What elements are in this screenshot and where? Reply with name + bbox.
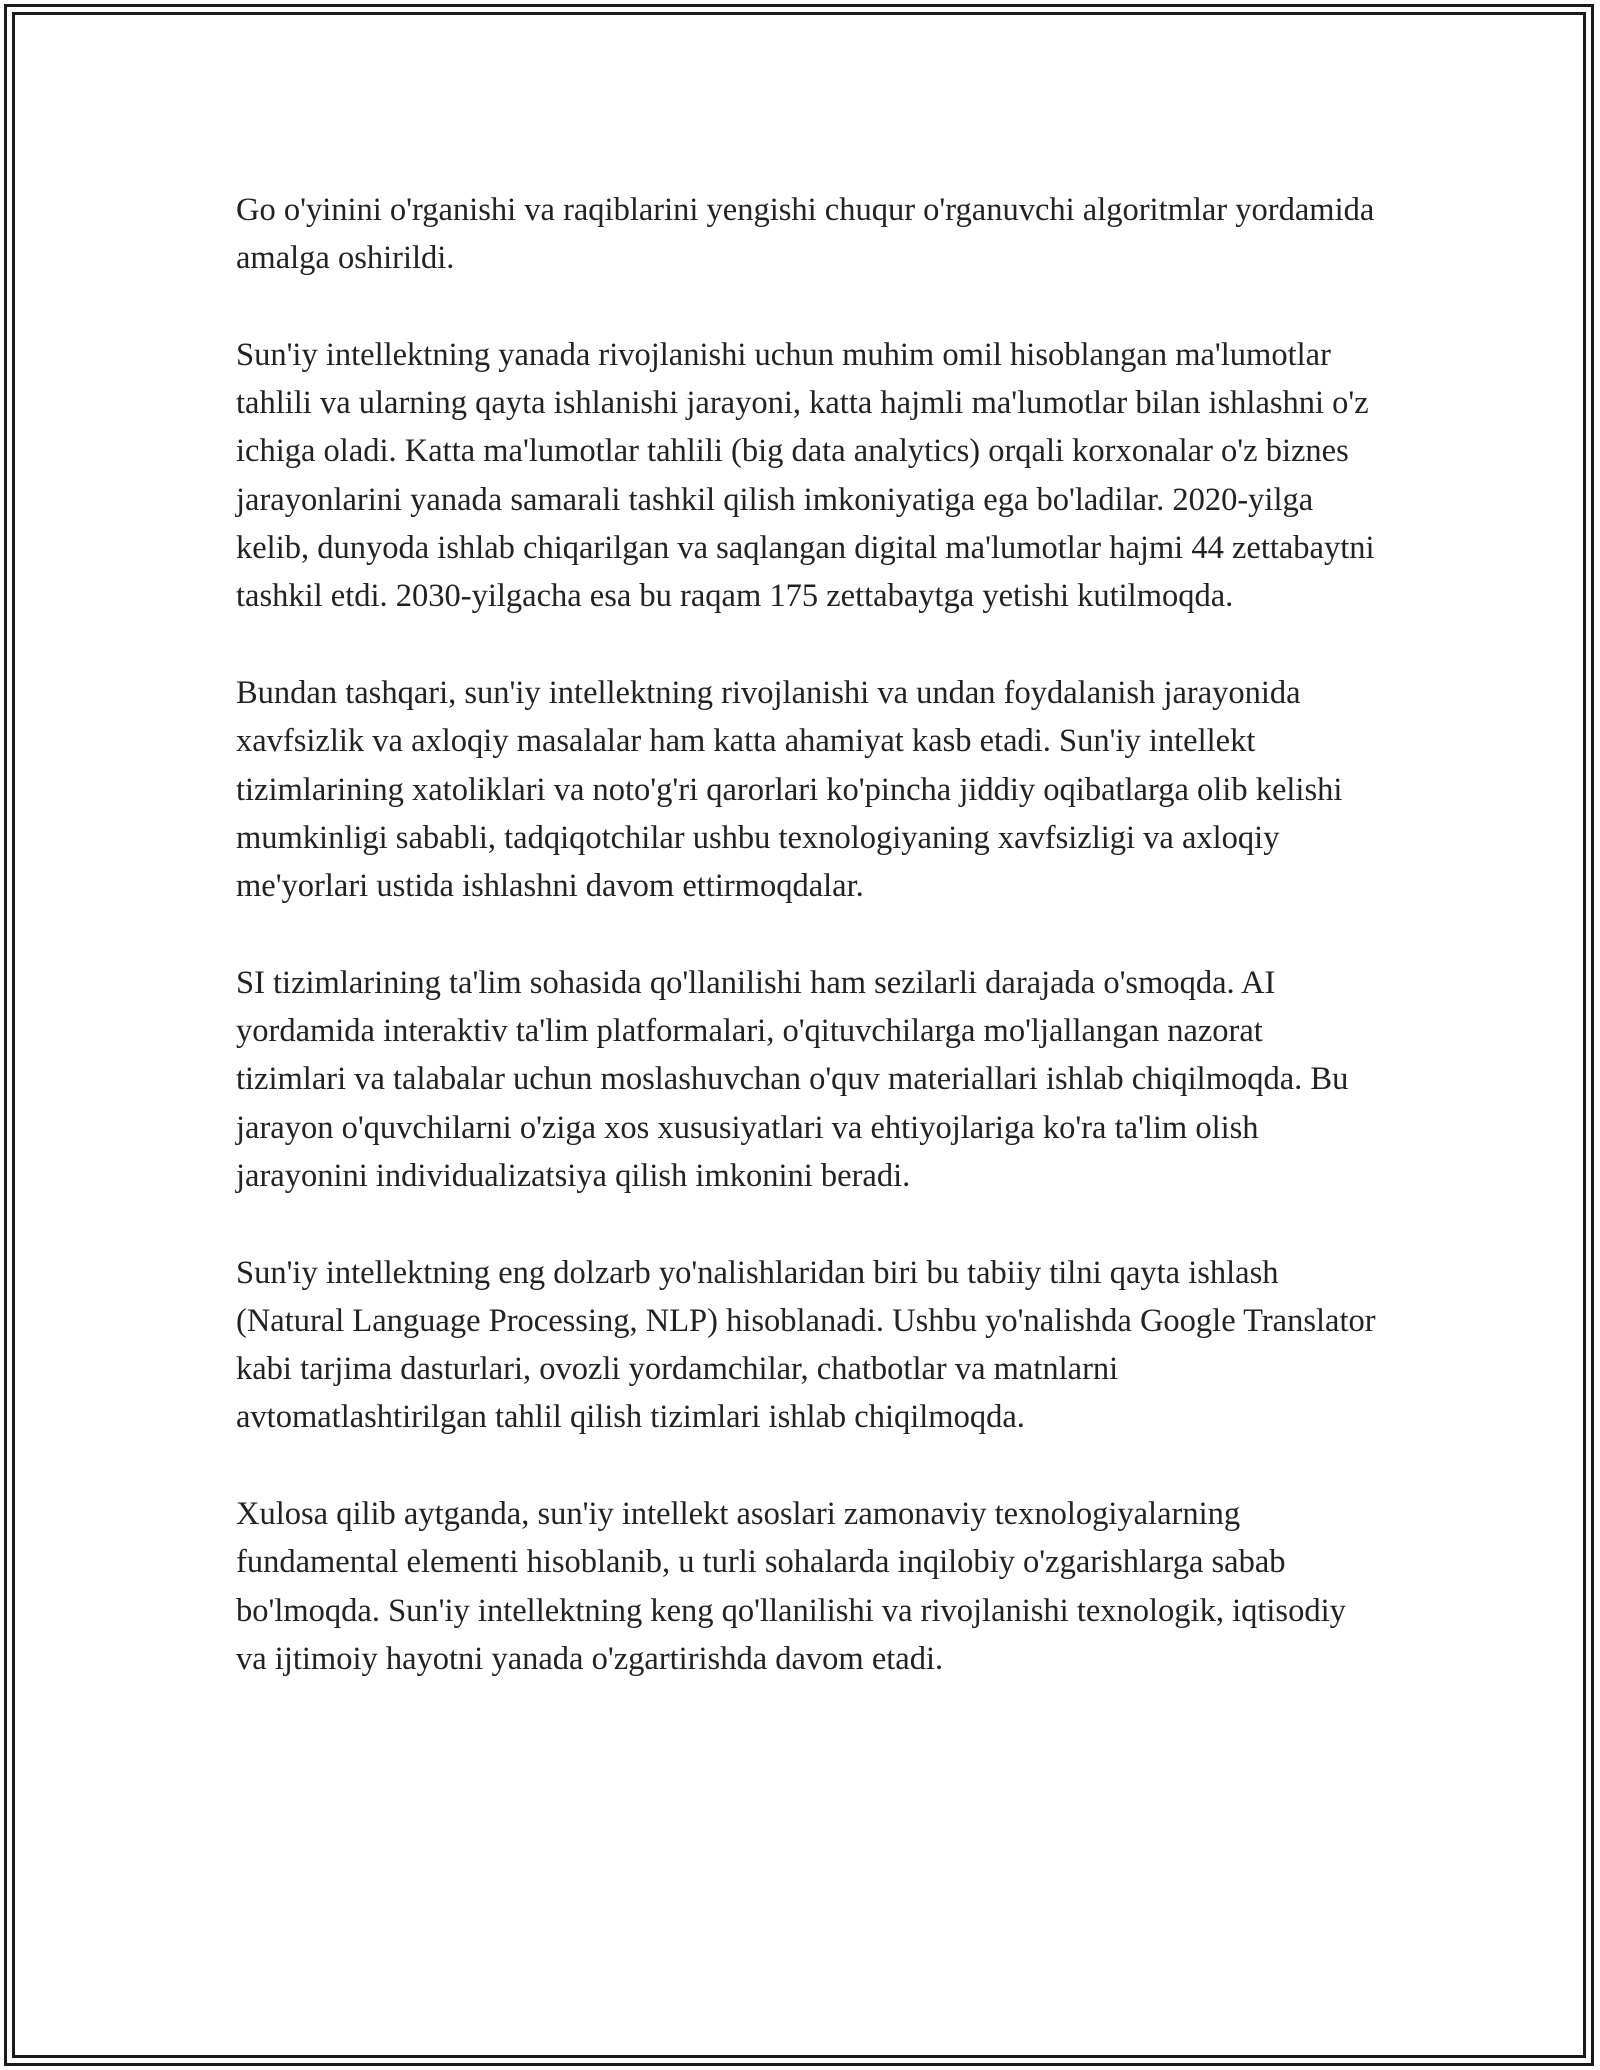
paragraph-big-data: Sun'iy intellektning yanada rivojlanishi uchun muhim omil hisoblangan ma'lumotlar tahlili va ularning qayta ishlanishi jarayoni, katta hajmli ma'lumotlar bilan ishlashni o'z ichiga oladi. Katta ma'lumotlar tahlili (big data analytics) orqali korxonalar o'z biznes jarayonlarini yanada samarali tashkil qilish imkoniyatiga ega bo'ladilar. 2020-yilga kelib, dunyoda ishlab chiqarilgan va saqlangan digital ma'lumotlar hajmi 44 zettabaytni tashkil etdi. 2030-yilgacha esa bu raqam 175 zettabaytga yetishi kutilmoqda.: [236, 336, 1375, 615]
paragraph-conclusion: Xulosa qilib aytganda, sun'iy intellekt asoslari zamonaviy texnologiyalarning fundamental elementi hisoblanib, u turli sohalarda inqilobiy o'zgarishlarga sabab bo'lmoqda. Sun'iy intellektning keng qo'llanilishi va rivojlanishi texnologik, iqtisodiy va ijtimoiy hayotni yanada o'zgartirishda davom etadi.: [236, 1496, 1346, 1677]
document-body: [236, 186, 1376, 1732]
paragraph-education: SI tizimlarining ta'lim sohasida qo'llanilishi ham sezilarli darajada o'smoqda. AI yordamida interaktiv ta'lim platformalari, o'qituvchilarga mo'ljallangan nazorat tizimlari va talabalar uchun moslashuvchan o'quv materiallari ishlab chiqilmoqda. Bu jarayon o'quvchilarni o'ziga xos xususiyatlari va ehtiyojlariga ko'ra ta'lim olish jarayonini individualizatsiya qilish imkonini beradi.: [236, 964, 1349, 1194]
paragraph-go-algorithms: Go o'yinini o'rganishi va raqiblarini yengishi chuqur o'rganuvchi algoritmlar yordamida amalga oshirildi.: [236, 192, 1375, 277]
paragraph-safety-ethics: Bundan tashqari, sun'iy intellektning rivojlanishi va undan foydalanish jarayonida xavfsizlik va axloqiy masalalar ham katta ahamiyat kasb etadi. Sun'iy intellekt tizimlarining xatoliklari va noto'g'ri qarorlari ko'pincha jiddiy oqibatlarga olib kelishi mumkinligi sababli, tadqiqotchilar ushbu texnologiyaning xavfsizligi va axloqiy me'yorlari ustida ishlashni davom ettirmoqdalar.: [236, 674, 1343, 905]
paragraph-nlp: Sun'iy intellektning eng dolzarb yo'nalishlaridan biri bu tabiiy tilni qayta ishlash (Natural Language Processing, NLP) hisoblanadi. Ushbu yo'nalishda Google Translator kabi tarjima dasturlari, ovozli yordamchilar, chatbotlar va matnlarni avtomatlashtirilgan tahlil qilish tizimlari ishlab chiqilmoqda.: [236, 1254, 1376, 1436]
